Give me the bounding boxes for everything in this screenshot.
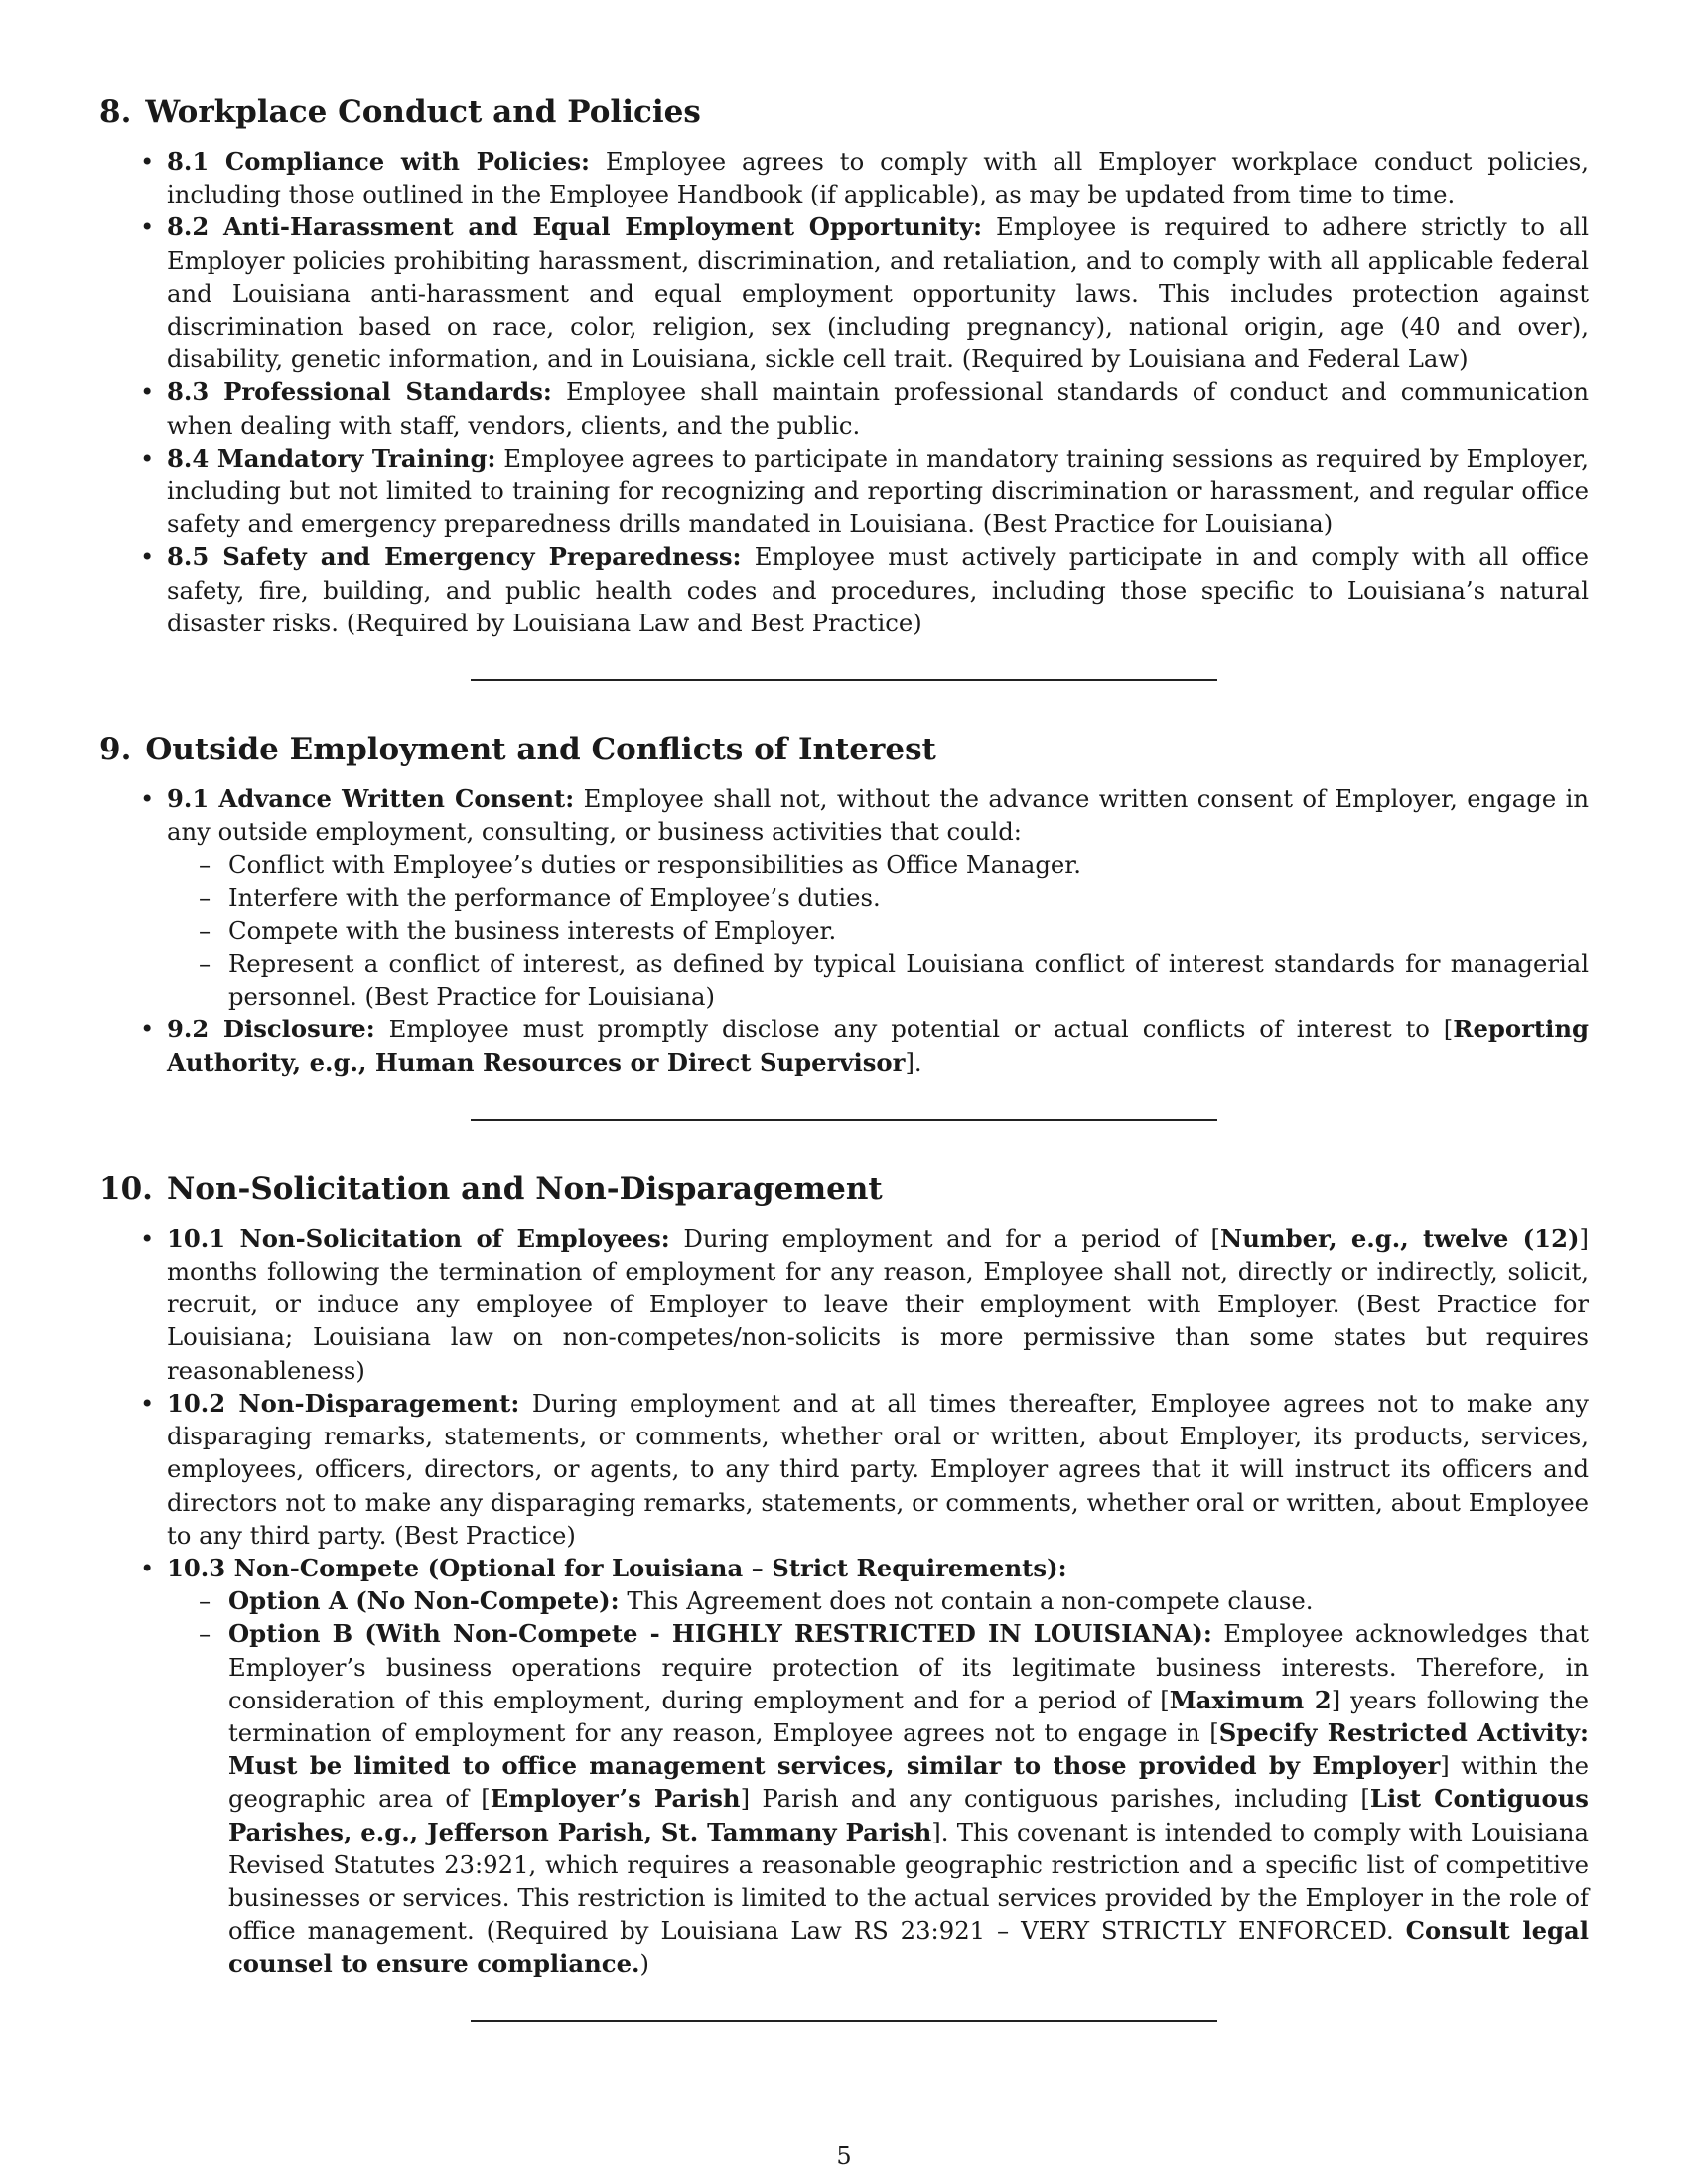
option-text: ] Parish and any contiguous parishes, including [ bbox=[740, 1784, 1370, 1814]
subclause-item: – Interfere with the performance of Employee’s duties. bbox=[228, 882, 1589, 914]
section-title: Outside Employment and Conflicts of Interest bbox=[145, 732, 936, 768]
option-label: Option A (No Non-Compete): bbox=[228, 1586, 620, 1616]
clause-text: Employee agrees to participate in mandatory training sessions as required by Employer, including but not limited to training for recognizing and reporting discrimination or harassment, and regular office safety and emergency preparedness drills mandated in Louisiana. (Best Practice for Louisiana) bbox=[167, 443, 1589, 539]
legal-counsel-note: Consult legal counsel to ensure compliance. bbox=[228, 1916, 1589, 1979]
clause-label: 8.3 Professional Standards: bbox=[167, 377, 552, 407]
clause-text: Employee must actively participate in and comply with all office safety, fire, building, and public health codes and procedures, including those specific to Louisiana’s natural disaster risks. (Required by Louisiana Law and Best Practice) bbox=[167, 542, 1589, 637]
clause-label: 9.1 Advance Written Consent: bbox=[167, 784, 575, 814]
placeholder-field: List Contiguous Parishes, e.g., Jefferson Parish, St. Tammany Parish bbox=[228, 1784, 1589, 1846]
clause-list bbox=[99, 782, 1589, 1079]
clause-label: 10.3 Non-Compete (Optional for Louisiana – Strict Requirements): bbox=[167, 1553, 1067, 1582]
clause-8-3 bbox=[167, 375, 1589, 441]
clause-10-2 bbox=[167, 1387, 1589, 1552]
placeholder-field: Number, e.g., twelve (12) bbox=[1220, 1223, 1580, 1253]
option-text: Employee acknowledges that Employer’s business operations require protection of its legitimate business interests. Therefore, in consideration of this employment, during employment and for a period of [ bbox=[228, 1619, 1589, 1714]
section-number: 9. bbox=[99, 732, 132, 768]
option-b bbox=[228, 1617, 1589, 1979]
section-8 bbox=[99, 91, 1589, 639]
clause-8-4 bbox=[167, 442, 1589, 541]
clause-label: 8.2 Anti-Harassment and Equal Employment Opportunity: bbox=[167, 212, 983, 242]
clause-text: Employee shall maintain professional standards of conduct and communication when dealing with staff, vendors, clients, and the public. bbox=[167, 377, 1589, 440]
option-text: ] years following the termination of employment for any reason, Employee agrees not to engage in [ bbox=[228, 1685, 1589, 1747]
option-a bbox=[228, 1584, 1589, 1617]
clause-list bbox=[99, 1222, 1589, 1980]
clause-text-suffix: ]. bbox=[905, 1047, 922, 1077]
subclause-item: – Compete with the business interests of Employer. bbox=[228, 914, 1589, 947]
section-divider bbox=[471, 679, 1217, 681]
clause-8-5 bbox=[167, 540, 1589, 639]
clause-text: Employee is required to adhere strictly to all Employer policies prohibiting harassment, discrimination, and retaliation, and to comply with all applicable federal and Louisiana anti-harassment and equal employment opportunity laws. This includes protection against discrimination based on race, color, religion, sex (including pregnancy), national origin, age (40 and over), disability, genetic information, and in Louisiana, sickle cell trait. (Required by Louisiana and Federal Law) bbox=[167, 212, 1589, 374]
clause-list bbox=[99, 145, 1589, 639]
section-heading bbox=[99, 1168, 1589, 1210]
clause-9-1 bbox=[167, 782, 1589, 1013]
section-number: 10. bbox=[99, 1170, 153, 1207]
subclause-item: – Conflict with Employee’s duties or responsibilities as Office Manager. bbox=[228, 848, 1589, 881]
section-title: Non-Solicitation and Non-Disparagement bbox=[166, 1170, 883, 1207]
clause-label: 10.1 Non-Solicitation of Employees: bbox=[167, 1223, 670, 1253]
placeholder-field: Specify Restricted Activity: Must be limited to office management services, similar to those provided by Employer bbox=[228, 1717, 1590, 1781]
clause-text: During employment and for a period of [ bbox=[683, 1223, 1221, 1253]
clause-label: 9.2 Disclosure: bbox=[167, 1015, 375, 1044]
subclause-list bbox=[167, 1584, 1589, 1979]
placeholder-field: Maximum 2 bbox=[1169, 1685, 1332, 1714]
clause-8-1 bbox=[167, 145, 1589, 210]
placeholder-field: Employer’s Parish bbox=[490, 1784, 741, 1814]
option-label: Option B (With Non-Compete - HIGHLY RESTRICTED IN LOUISIANA): bbox=[228, 1619, 1212, 1649]
document-page bbox=[99, 91, 1589, 2022]
option-text: ]. This covenant is intended to comply with Louisiana Revised Statutes 23:921, which requires a reasonable geographic restriction and a specific list of competitive businesses or services. This restriction is limited to the actual services provided by the Employer in the role of office management. (Required by Louisiana Law RS 23:921 – VERY STRICTLY ENFORCED. bbox=[228, 1817, 1589, 1946]
section-heading bbox=[99, 729, 1589, 770]
clause-9-2 bbox=[167, 1013, 1589, 1078]
clause-text: Employee shall not, without the advance written consent of Employer, engage in any outside employment, consulting, or business activities that could: bbox=[167, 784, 1590, 847]
page-number: 5 bbox=[836, 2142, 852, 2170]
clause-label: 8.4 Mandatory Training: bbox=[167, 443, 496, 473]
clause-text: Employee agrees to comply with all Employer workplace conduct policies, including those outlined in the Employee Handbook (if applicable), as may be updated from time to time. bbox=[167, 147, 1589, 209]
clause-10-1 bbox=[167, 1222, 1589, 1387]
section-number: 8. bbox=[99, 94, 132, 130]
option-text: This Agreement does not contain a non-compete clause. bbox=[627, 1586, 1314, 1616]
placeholder-field: Reporting Authority, e.g., Human Resources or Direct Supervisor bbox=[167, 1015, 1590, 1077]
section-9 bbox=[99, 729, 1589, 1079]
section-divider bbox=[471, 1119, 1217, 1121]
clause-10-3 bbox=[167, 1552, 1589, 1980]
clause-label: 10.2 Non-Disparagement: bbox=[167, 1388, 520, 1418]
clause-text: ] months following the termination of employment for any reason, Employee shall not, directly or indirectly, solicit, recruit, or induce any employee of Employer to leave their employment with Employer. (Best Practice for Louisiana; Louisiana law on non-competes/non-solicits is more permissive than some states but requires reasonableness) bbox=[167, 1223, 1589, 1385]
clause-text: Employee must promptly disclose any potential or actual conflicts of interest to [ bbox=[388, 1015, 1454, 1044]
section-divider bbox=[471, 2020, 1217, 2022]
option-text: ) bbox=[639, 1949, 649, 1979]
clause-8-2 bbox=[167, 210, 1589, 375]
section-heading bbox=[99, 91, 1589, 133]
clause-label: 8.5 Safety and Emergency Preparedness: bbox=[167, 542, 742, 572]
clause-text: During employment and at all times thereafter, Employee agrees not to make any disparaging remarks, statements, or comments, whether oral or written, about Employer, its products, services, employees, officers, directors, or agents, to any third party. Employer agrees that it will instruct its officers and directors not to make any disparaging remarks, statements, or comments, whether oral or written, about Employee to any third party. (Best Practice) bbox=[167, 1388, 1589, 1550]
subclause-item: – Represent a conflict of interest, as defined by typical Louisiana conflict of interest standards for managerial personnel. (Best Practice for Louisiana) bbox=[228, 947, 1589, 1013]
clause-label: 8.1 Compliance with Policies: bbox=[167, 147, 590, 176]
section-10 bbox=[99, 1168, 1589, 1980]
option-text: ] within the geographic area of [ bbox=[228, 1751, 1589, 1814]
subclause-list bbox=[167, 848, 1589, 1013]
section-title: Workplace Conduct and Policies bbox=[145, 94, 701, 130]
